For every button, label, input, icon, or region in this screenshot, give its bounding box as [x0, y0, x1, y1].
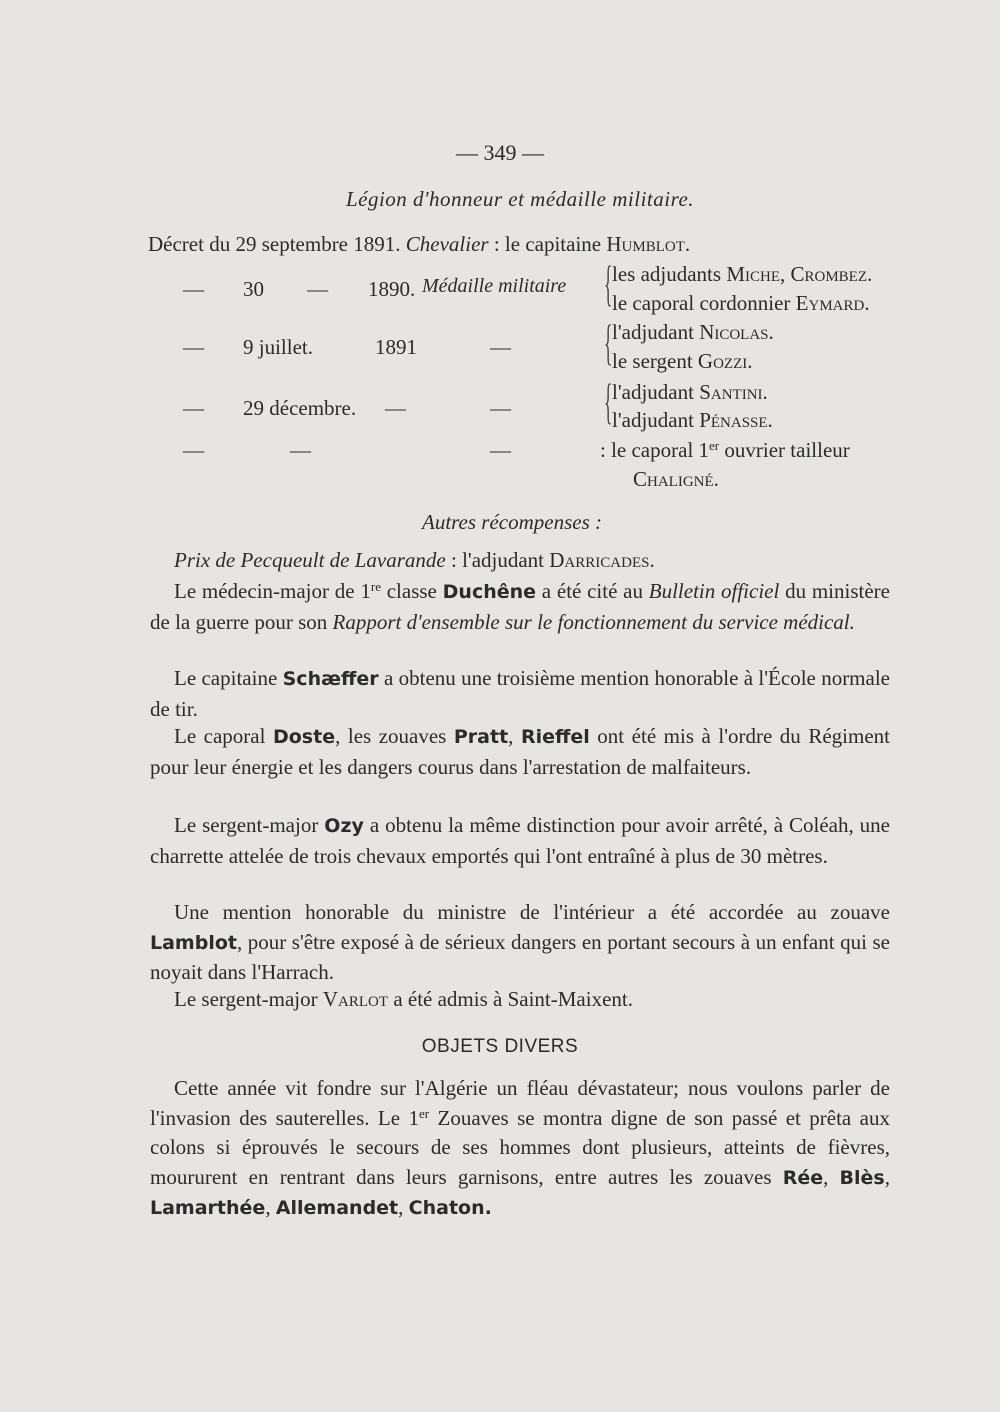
ordinal-superscript: er: [709, 438, 720, 453]
text: ,: [823, 1164, 840, 1189]
text: ,: [508, 724, 521, 748]
decree-row-2-dash2: —: [307, 277, 328, 301]
text: Zouaves se montra digne de son passé et prêta aux colons si éprouvés le secours de ses hommes dont plusieurs, atteints de fièvres, moururent en rentrant dans leurs garnisons, entre autres les zouaves: [150, 1105, 890, 1189]
person-name: Blès: [839, 1166, 885, 1189]
ordinal-superscript: re: [370, 579, 381, 594]
text: .: [484, 1197, 492, 1219]
decree-row-4-dash2: —: [385, 396, 406, 420]
decree-row-3-line-1: [612, 320, 774, 345]
decree-row-3-line-2: [612, 349, 753, 374]
decree-row-2-line-2: [612, 291, 870, 316]
prix-name: Darricades.: [549, 548, 655, 572]
ordinal-superscript: er: [418, 1105, 430, 1121]
objets-divers-heading: OBJETS DIVERS: [421, 1036, 579, 1057]
text: a obtenu une troisième mention honorable à l'École normale de tir.: [150, 666, 890, 721]
text: a été cité au: [536, 579, 649, 603]
decree-row-5-dash: —: [183, 438, 204, 462]
text: ,: [884, 1164, 890, 1189]
recipient-name: Santini.: [699, 380, 768, 404]
decree-row-3-dash2: —: [490, 335, 511, 359]
decree-row-2-year: 1890.: [368, 277, 416, 301]
text: ,: [398, 1195, 409, 1219]
recipient-name: Pénasse.: [699, 408, 773, 432]
decree-row-4-line-2: [612, 408, 773, 433]
person-name: Pratt: [453, 726, 509, 748]
person-name: Rée: [782, 1166, 824, 1189]
paragraph-ozy: [150, 811, 890, 871]
recipient-name: Eymard.: [795, 291, 870, 315]
decree-row-5-name: Chaligné.: [633, 467, 719, 491]
text: , pour s'être exposé à de sérieux dangers en portant secours à un enfant qui se noyait dans l'Harrach.: [150, 929, 890, 984]
text: Le sergent-major: [174, 987, 323, 1011]
text: Le sergent-major: [174, 813, 325, 837]
recipient-text: : le caporal 1: [600, 438, 710, 462]
recipient-text: les adjudants: [612, 262, 722, 286]
decree-name: Humblot.: [606, 232, 691, 256]
paragraph-doste: [150, 722, 890, 782]
prix-title: Prix de Pecqueult de Lavarande: [174, 548, 446, 572]
text: ont été mis à l'ordre du Régiment pour leur énergie et les dangers courus dans l'arrestation de malfaiteurs.: [150, 724, 890, 779]
section-title: Légion d'honneur et médaille militaire.: [345, 187, 695, 211]
text: ,: [265, 1195, 276, 1219]
recipient-name: Nicolas.: [699, 320, 774, 344]
recipient-text: le caporal cordonnier: [612, 291, 791, 315]
text: Le capitaine: [174, 666, 283, 690]
decree-row-5-text: [600, 438, 850, 463]
decree-row-4-dash3: —: [490, 396, 511, 420]
decree-row-5-dash3: —: [490, 438, 511, 462]
person-name: Lamarthée: [150, 1197, 266, 1219]
page-number: — 349 —: [456, 140, 544, 165]
recipient-text-cont: ouvrier tailleur: [719, 438, 850, 462]
publication-title: Bulletin officiel: [648, 579, 780, 603]
decree-rank: Chevalier: [405, 232, 489, 256]
brace-icon: {: [604, 314, 613, 370]
text: du ministère de la guerre pour son: [150, 579, 890, 634]
brace-icon: {: [604, 255, 613, 311]
decree-row-2-award: Médaille militaire: [422, 275, 567, 297]
person-name: Rieffel: [520, 726, 590, 748]
recipient-name: Miche, Crombez.: [726, 262, 873, 286]
recipient-name: Gozzi.: [697, 349, 753, 373]
decree-row-3-date: 9 juillet.: [243, 335, 313, 359]
brace-icon: {: [604, 373, 613, 429]
person-name: Chaton: [408, 1197, 485, 1219]
person-name: Schæffer: [282, 668, 379, 690]
prix-line: [150, 546, 890, 576]
text: classe: [380, 579, 443, 603]
text: Le caporal: [174, 724, 273, 748]
paragraph-lamblot: [150, 898, 890, 988]
decree-row-2-dash: —: [183, 277, 204, 301]
decree-row-3-dash: —: [183, 335, 204, 359]
paragraph-sauterelles: [150, 1074, 890, 1224]
text: Une mention honorable du ministre de l'intérieur a été accordée au zouave: [174, 900, 890, 924]
paragraph-duchene: [150, 577, 890, 637]
recipient-text: le sergent: [612, 349, 693, 373]
text: Cette année vit fondre sur l'Algérie un fléau dévastateur; nous voulons parler de l'invasion des sauterelles. Le 1: [150, 1076, 890, 1130]
recipient-text: l'adjudant: [612, 320, 694, 344]
decree-row-4-line-1: [612, 380, 768, 405]
text: a obtenu la même distinction pour avoir arrêté, à Coléah, une charrette attelée de trois chevaux emportés qui l'ont entraîné à plus de 30 mètres.: [150, 813, 890, 868]
person-name: Duchêne: [442, 581, 537, 603]
decree-row-4-dash: —: [183, 396, 204, 420]
text: a été admis à Saint-Maixent.: [388, 987, 633, 1011]
decree-row-5-dash2: —: [290, 438, 311, 462]
decree-row-1: [148, 232, 690, 257]
autres-title: Autres récompenses :: [422, 510, 603, 534]
decree-intro: Décret du 29 septembre 1891.: [148, 232, 401, 256]
person-name: Lamblot: [150, 931, 237, 954]
paragraph-varlot: [150, 985, 890, 1015]
text: , les zouaves: [335, 724, 454, 748]
decree-row-4-date: 29 décembre.: [243, 396, 357, 420]
person-name: Allemandet: [275, 1197, 399, 1219]
recipient-text: l'adjudant: [612, 380, 694, 404]
person-name: Doste: [272, 726, 336, 748]
decree-row-2-day: 30: [243, 277, 264, 301]
decree-text: : le capitaine: [493, 232, 602, 256]
person-name: Varlot: [322, 987, 389, 1011]
paragraph-schaeffer: [150, 664, 890, 724]
person-name: Ozy: [324, 815, 364, 837]
decree-row-2-line-1: [612, 262, 872, 287]
prix-text: : l'adjudant: [445, 548, 550, 572]
decree-row-3-year: 1891: [375, 335, 417, 359]
report-title: Rapport d'ensemble sur le fonctionnement du service médical.: [332, 609, 855, 634]
recipient-text: l'adjudant: [612, 408, 694, 432]
text: Le médecin-major de 1: [174, 579, 371, 603]
